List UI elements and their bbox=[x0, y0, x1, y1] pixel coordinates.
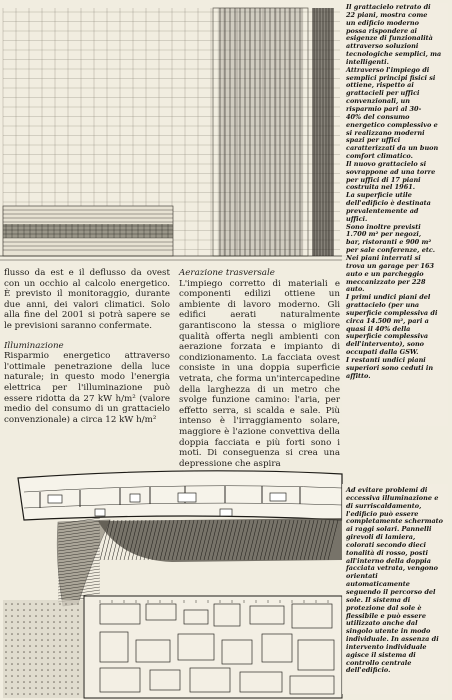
left-paragraph-1: flusso da est e il deflusso da ovest con un occhio al calcolo energetico. È previsto il monitoraggio, durante due anni, dei valori climatici. Solo alla fine del 2001 si potrà sapere se le previsioni saranno confermate. bbox=[4, 268, 170, 331]
caption-bottom: Ad evitare problemi di eccessiva illuminazione e di surriscaldamento, l'edificio può essere completamente schermato ai raggi solari. Pannelli girevoli di lamiera, colorati secondo dieci tonalità di rosso, posti all'interno della doppia facciata vetrata, vengono orientati automaticamente seguendo il percorso del sole. Il sistema di protezione dal sole è flessibile e può essere utilizzato anche dal singolo utente in modo individuale. In assenza di intervento individuale agisce il sistema di controllo centrale dell'edificio. bbox=[346, 486, 444, 675]
left-text-column bbox=[4, 268, 170, 425]
floor-plan-drawing bbox=[3, 471, 342, 698]
caption-top: Il grattacielo retrato di 22 piani, mostra come un edificio moderno possa rispondere ai esigenze di funzionalità attraverso soluzioni tecnologiche semplici, ma intelligenti. Attraverso l'impiego di semplici principi fisici si ottiene, rispetto ai grattacieli per uffici convenzionali, un risparmio pari al 30- 40% del consumo energetico complessivo e si realizzano moderni spazi per uffici caratterizzati da un buon comfort climatico. Il nuovo grattacielo si sovrappone ad una torre per uffici di 17 piani costruita nel 1961. La superficie utile dell'edificio è destinata prevalentemente ad uffici. Sono inoltre previsti 1.700 m² per negozi, bar, ristoranti e 900 m² per sale conferenze, etc. Nei piani interrati si trova un garage per 163 auto e un parcheggio meccanizzato per 228 auto. I primi undici piani del grattacielo (per una superficie complessiva di circa 14.500 m², pari a quasi il 40% della superficie complessiva dell'intervento), sono occupati dalla GSW. I restanti undici piani superiori sono ceduti in affitto. bbox=[346, 3, 442, 380]
left-paragraph-2: Risparmio energetico attraverso l'ottimale penetrazione della luce naturale; in questo modo l'energia elettrica per l'illuminazione può essere ridotta da 27 kW h/m² (valore medio del consumo di un grattacielo convenzionale) a circa 12 kW h/m² bbox=[4, 351, 170, 425]
middle-text-column bbox=[179, 268, 340, 469]
illuminazione-heading: Illuminazione bbox=[4, 340, 64, 351]
building-elevation-drawing bbox=[0, 8, 346, 260]
aerazione-heading: Aerazione trasversale bbox=[179, 268, 275, 278]
middle-paragraph: L'impiego corretto di materiali e componenti edilizi ottiene un ambiente di lavoro moderno. Gli edifici aerati naturalmente garantiscono la stessa o migliore qualità offerta negli ambienti con aerazione forzata e impianto di condizionamento. La facciata ovest consiste in una doppia superficie vetrata, che forma un'intercapedine della larghezza di un metro che svolge funzione camino: l'aria, per effetto serra, si scalda e sale. Più intenso è l'irraggiamento solare, maggiore è l'azione convettiva della doppia facciata e più forti sono i moti. Di conseguenza si crea una depressione che aspira bbox=[179, 278, 340, 469]
